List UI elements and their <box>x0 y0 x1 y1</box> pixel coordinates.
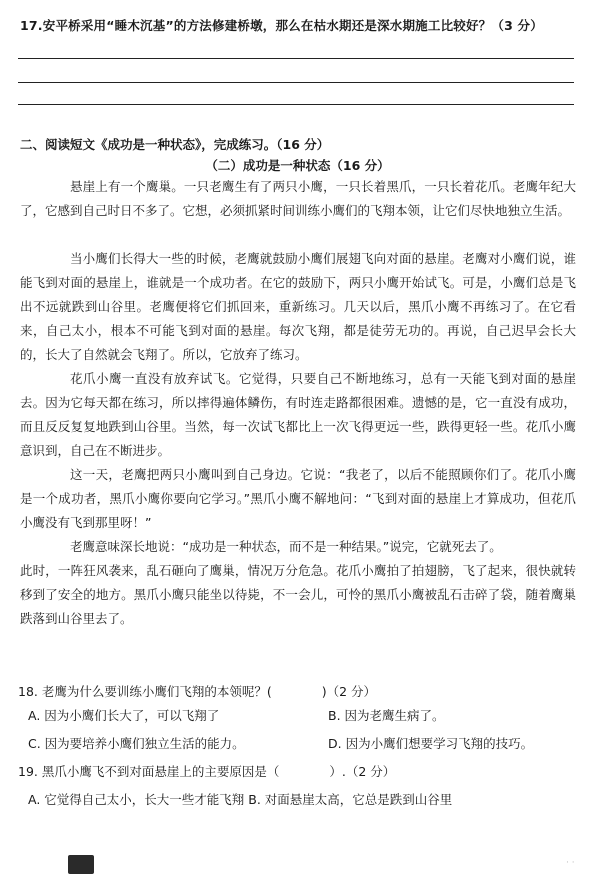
q18-option-b[interactable]: B. 因为老鹰生病了。 <box>328 708 445 723</box>
passage-paragraph-2: 当小鹰们长得大一些的时候，老鹰就鼓励小鹰们展翅飞向对面的悬崖。老鹰对小鹰们说，谁能飞到对面的悬崖上，谁就是一个成功者。在它的鼓励下，两只小鹰开始试飞。可是，小鹰们总是飞出不远就跌到山谷里。老鹰便将它们抓回来，重新练习。几天以后，黑爪小鹰不再练习了。在它看来，自己太小，根本不可能飞到对面的悬崖。每次飞翔，都是徒劳无功的。再说，自己迟早会长大的，长大了自然就会飞翔了。所以，它放弃了练习。 <box>20 251 576 362</box>
scan-edge-mark: · · <box>566 858 575 868</box>
passage-paragraph-3: 花爪小鹰一直没有放弃试飞。它觉得，只要自己不断地练习，总有一天能飞到对面的悬崖去。因为它每天都在练习，所以摔得遍体鳞伤，有时连走路都很困难。遗憾的是，它一直没有成功，而且反反复复地跌到山谷里。当然，每一次试飞都比上一次飞得更远一些，跌得更轻一些。花爪小鹰意识到，自己在不断进步。 <box>20 371 576 458</box>
passage-paragraph-4: 这一天，老鹰把两只小鹰叫到自己身边。它说：“我老了，以后不能照顾你们了。花爪小鹰是一个成功者，黑爪小鹰你要向它学习。”黑爪小鹰不解地问：“飞到对面的悬崖上才算成功，但花爪小鹰没有飞到那里呀！” <box>20 467 576 530</box>
article-title: （二）成功是一种状态（16 分） <box>205 158 390 173</box>
passage-paragraph-1: 悬崖上有一个鹰巢。一只老鹰生有了两只小鹰，一只长着黑爪，一只长着花爪。老鹰年纪大了，它感到自己时日不多了。它想，必须抓紧时间训练小鹰们的飞翔本领，让它们尽快地独立生活。 <box>20 179 576 218</box>
scan-mark <box>68 855 94 874</box>
q18-option-c[interactable]: C. 因为要培养小鹰们独立生活的能力。 <box>28 736 245 751</box>
q18-option-a[interactable]: A. 因为小鹰们长大了，可以飞翔了 <box>28 708 220 723</box>
answer-line-3 <box>18 104 574 105</box>
q19-options[interactable]: A. 它觉得自己太小，长大一些才能飞翔 B. 对面悬崖太高，它总是跌到山谷里 <box>28 792 453 807</box>
answer-line-2 <box>18 82 574 83</box>
question-17: 17.安平桥采用“睡木沉基”的方法修建桥墩，那么在枯水期还是深水期施工比较好？（3 分） <box>20 18 543 33</box>
passage-paragraph-6: 此时，一阵狂风袭来，乱石砸向了鹰巢，情况万分危急。花爪小鹰拍了拍翅膀，飞了起来，很快就转移到了安全的地方。黑爪小鹰只能坐以待毙，不一会儿，可怜的黑爪小鹰被乱石击碎了袋，随着鹰巢跌落到山谷里去了。 <box>20 563 576 626</box>
question-18: 18. 老鹰为什么要训练小鹰们飞翔的本领呢？( )（2 分） <box>18 684 377 699</box>
question-19: 19. 黑爪小鹰飞不到对面悬崖上的主要原因是（ ）.（2 分） <box>18 764 396 779</box>
answer-line-1 <box>18 58 574 59</box>
section-heading: 二、阅读短文《成功是一种状态》，完成练习。（16 分） <box>20 137 330 152</box>
passage-paragraph-5: 老鹰意味深长地说：“成功是一种状态，而不是一种结果。”说完，它就死去了。 <box>70 539 502 554</box>
q18-option-d[interactable]: D. 因为小鹰们想要学习飞翔的技巧。 <box>328 736 534 751</box>
